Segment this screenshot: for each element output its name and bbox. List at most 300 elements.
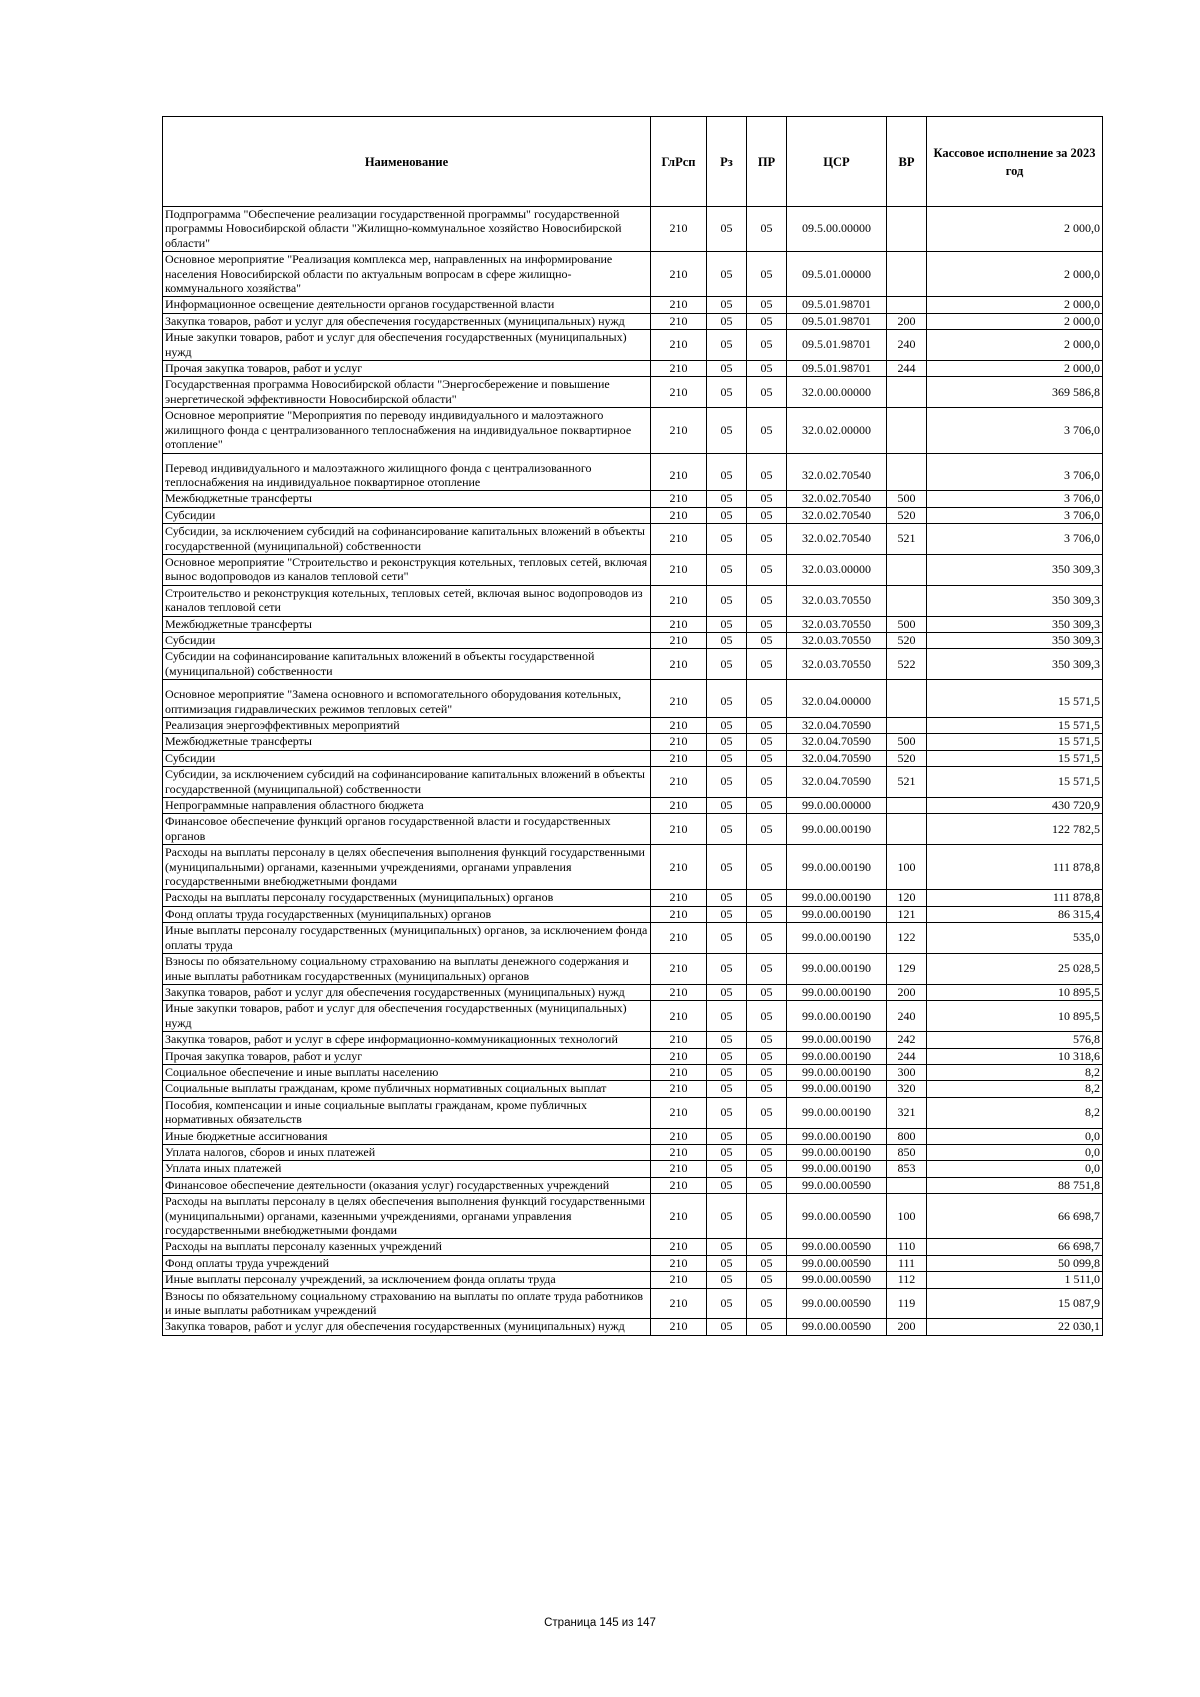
cell-vr: 110 <box>887 1239 927 1255</box>
cell-pr: 05 <box>747 408 787 453</box>
cell-vr <box>887 718 927 734</box>
table-row <box>163 453 1103 491</box>
cell-name: Финансовое обеспечение функций органов государственной власти и государственных органов <box>163 814 651 845</box>
cell-vr: 121 <box>887 906 927 922</box>
cell-glrsp: 210 <box>651 1161 707 1177</box>
cell-pr: 05 <box>747 1161 787 1177</box>
cell-rz: 05 <box>707 252 747 297</box>
cell-pr: 05 <box>747 361 787 377</box>
cell-rz: 05 <box>707 297 747 313</box>
cell-vr: 100 <box>887 845 927 890</box>
cell-amount: 50 099,8 <box>927 1255 1103 1271</box>
cell-glrsp: 210 <box>651 1255 707 1271</box>
cell-vr <box>887 377 927 408</box>
table-row <box>163 524 1103 555</box>
cell-amount: 22 030,1 <box>927 1319 1103 1335</box>
table-row <box>163 507 1103 523</box>
cell-name: Основное мероприятие "Строительство и реконструкция котельных, тепловых сетей, включая вынос водопроводов из каналов тепловой сети" <box>163 554 651 585</box>
cell-vr <box>887 554 927 585</box>
table-row <box>163 207 1103 252</box>
table-row <box>163 616 1103 632</box>
cell-rz: 05 <box>707 798 747 814</box>
cell-rz: 05 <box>707 1048 747 1064</box>
cell-rz: 05 <box>707 1144 747 1160</box>
cell-rz: 05 <box>707 767 747 798</box>
table-row <box>163 750 1103 766</box>
cell-rz: 05 <box>707 734 747 750</box>
cell-rz: 05 <box>707 330 747 361</box>
cell-amount: 66 698,7 <box>927 1194 1103 1239</box>
cell-rz: 05 <box>707 649 747 680</box>
cell-csr: 99.0.00.00190 <box>787 984 887 1000</box>
table-row <box>163 1032 1103 1048</box>
cell-glrsp: 210 <box>651 1239 707 1255</box>
cell-amount: 86 315,4 <box>927 906 1103 922</box>
cell-name: Пособия, компенсации и иные социальные выплаты гражданам, кроме публичных нормативных обязательств <box>163 1097 651 1128</box>
cell-vr <box>887 585 927 616</box>
cell-vr: 244 <box>887 1048 927 1064</box>
cell-csr: 32.0.04.70590 <box>787 734 887 750</box>
cell-glrsp: 210 <box>651 750 707 766</box>
cell-csr: 09.5.01.00000 <box>787 252 887 297</box>
table-row <box>163 718 1103 734</box>
table-row <box>163 632 1103 648</box>
cell-csr: 99.0.00.00190 <box>787 1081 887 1097</box>
cell-amount: 66 698,7 <box>927 1239 1103 1255</box>
cell-pr: 05 <box>747 923 787 954</box>
cell-name: Расходы на выплаты персоналу казенных учреждений <box>163 1239 651 1255</box>
cell-vr <box>887 207 927 252</box>
cell-rz: 05 <box>707 718 747 734</box>
cell-csr: 32.0.02.70540 <box>787 453 887 491</box>
cell-rz: 05 <box>707 906 747 922</box>
cell-csr: 99.0.00.00590 <box>787 1239 887 1255</box>
cell-csr: 32.0.02.70540 <box>787 524 887 555</box>
cell-name: Расходы на выплаты персоналу в целях обеспечения выполнения функций государственными (муниципальными) органами, казенными учреждениями, органами управления государственными внебюджетными фондами <box>163 1194 651 1239</box>
cell-glrsp: 210 <box>651 252 707 297</box>
cell-amount: 10 895,5 <box>927 984 1103 1000</box>
header-vr: ВР <box>887 117 927 207</box>
cell-vr <box>887 297 927 313</box>
cell-pr: 05 <box>747 906 787 922</box>
cell-csr: 99.0.00.00590 <box>787 1272 887 1288</box>
cell-csr: 99.0.00.00190 <box>787 906 887 922</box>
cell-pr: 05 <box>747 453 787 491</box>
cell-name: Прочая закупка товаров, работ и услуг <box>163 361 651 377</box>
cell-glrsp: 210 <box>651 767 707 798</box>
cell-pr: 05 <box>747 1194 787 1239</box>
cell-pr: 05 <box>747 252 787 297</box>
cell-pr: 05 <box>747 554 787 585</box>
cell-pr: 05 <box>747 507 787 523</box>
table-row <box>163 1194 1103 1239</box>
cell-rz: 05 <box>707 1255 747 1271</box>
cell-name: Расходы на выплаты персоналу в целях обеспечения выполнения функций государственными (муниципальными) органами, казенными учреждениями, органами управления государственными внебюджетными фондами <box>163 845 651 890</box>
cell-pr: 05 <box>747 1048 787 1064</box>
cell-vr <box>887 252 927 297</box>
table-row <box>163 361 1103 377</box>
cell-pr: 05 <box>747 798 787 814</box>
table-row <box>163 377 1103 408</box>
cell-vr: 120 <box>887 890 927 906</box>
table-row <box>163 906 1103 922</box>
cell-rz: 05 <box>707 750 747 766</box>
cell-amount: 3 706,0 <box>927 408 1103 453</box>
cell-name: Межбюджетные трансферты <box>163 491 651 507</box>
cell-glrsp: 210 <box>651 1288 707 1319</box>
cell-glrsp: 210 <box>651 585 707 616</box>
cell-rz: 05 <box>707 616 747 632</box>
cell-rz: 05 <box>707 408 747 453</box>
table-row <box>163 1255 1103 1271</box>
cell-csr: 32.0.00.00000 <box>787 377 887 408</box>
cell-vr: 500 <box>887 734 927 750</box>
cell-pr: 05 <box>747 1177 787 1193</box>
table-row <box>163 767 1103 798</box>
header-pr: ПР <box>747 117 787 207</box>
cell-pr: 05 <box>747 616 787 632</box>
cell-csr: 99.0.00.00190 <box>787 1048 887 1064</box>
cell-glrsp: 210 <box>651 1048 707 1064</box>
table-row <box>163 1097 1103 1128</box>
cell-pr: 05 <box>747 680 787 718</box>
cell-amount: 122 782,5 <box>927 814 1103 845</box>
cell-rz: 05 <box>707 207 747 252</box>
cell-vr: 111 <box>887 1255 927 1271</box>
cell-amount: 0,0 <box>927 1128 1103 1144</box>
cell-name: Взносы по обязательному социальному страхованию на выплаты денежного содержания и иные выплаты работникам государственных (муниципальных) органов <box>163 954 651 985</box>
table-row <box>163 798 1103 814</box>
cell-pr: 05 <box>747 1128 787 1144</box>
cell-amount: 0,0 <box>927 1161 1103 1177</box>
cell-amount: 350 309,3 <box>927 585 1103 616</box>
table-row <box>163 845 1103 890</box>
cell-vr: 853 <box>887 1161 927 1177</box>
cell-rz: 05 <box>707 814 747 845</box>
cell-pr: 05 <box>747 1272 787 1288</box>
cell-csr: 99.0.00.00190 <box>787 1097 887 1128</box>
table-row <box>163 984 1103 1000</box>
table-row <box>163 1081 1103 1097</box>
table-row <box>163 1319 1103 1335</box>
cell-name: Иные закупки товаров, работ и услуг для обеспечения государственных (муниципальных) нужд <box>163 330 651 361</box>
cell-csr: 09.5.01.98701 <box>787 330 887 361</box>
header-glrsp: ГлРсп <box>651 117 707 207</box>
cell-rz: 05 <box>707 1177 747 1193</box>
cell-vr <box>887 680 927 718</box>
cell-vr: 521 <box>887 767 927 798</box>
cell-glrsp: 210 <box>651 313 707 329</box>
cell-csr: 99.0.00.00000 <box>787 798 887 814</box>
cell-amount: 350 309,3 <box>927 616 1103 632</box>
cell-glrsp: 210 <box>651 377 707 408</box>
cell-glrsp: 210 <box>651 984 707 1000</box>
cell-pr: 05 <box>747 954 787 985</box>
cell-name: Уплата налогов, сборов и иных платежей <box>163 1144 651 1160</box>
cell-csr: 99.0.00.00590 <box>787 1255 887 1271</box>
cell-vr: 320 <box>887 1081 927 1097</box>
cell-csr: 32.0.04.70590 <box>787 750 887 766</box>
cell-vr: 500 <box>887 491 927 507</box>
cell-name: Прочая закупка товаров, работ и услуг <box>163 1048 651 1064</box>
cell-name: Субсидии <box>163 632 651 648</box>
cell-pr: 05 <box>747 1255 787 1271</box>
cell-amount: 8,2 <box>927 1097 1103 1128</box>
cell-name: Государственная программа Новосибирской области "Энергосбережение и повышение энергетической эффективности Новосибирской области" <box>163 377 651 408</box>
table-row <box>163 1144 1103 1160</box>
cell-vr <box>887 798 927 814</box>
cell-amount: 15 571,5 <box>927 718 1103 734</box>
table-row <box>163 554 1103 585</box>
cell-rz: 05 <box>707 923 747 954</box>
cell-name: Уплата иных платежей <box>163 1161 651 1177</box>
cell-glrsp: 210 <box>651 616 707 632</box>
cell-name: Закупка товаров, работ и услуг для обеспечения государственных (муниципальных) нужд <box>163 984 651 1000</box>
cell-csr: 32.0.03.70550 <box>787 632 887 648</box>
cell-glrsp: 210 <box>651 1064 707 1080</box>
cell-pr: 05 <box>747 1288 787 1319</box>
cell-csr: 32.0.03.70550 <box>787 616 887 632</box>
cell-name: Субсидии на софинансирование капитальных вложений в объекты государственной (муниципальной) собственности <box>163 649 651 680</box>
cell-csr: 32.0.02.70540 <box>787 507 887 523</box>
cell-name: Основное мероприятие "Мероприятия по переводу индивидуального и малоэтажного жилищного фонда с централизованного теплоснабжения на индивидуальное поквартирное отопление" <box>163 408 651 453</box>
cell-glrsp: 210 <box>651 1272 707 1288</box>
table-row <box>163 923 1103 954</box>
cell-rz: 05 <box>707 554 747 585</box>
cell-rz: 05 <box>707 1001 747 1032</box>
cell-amount: 3 706,0 <box>927 453 1103 491</box>
cell-amount: 15 087,9 <box>927 1288 1103 1319</box>
cell-pr: 05 <box>747 377 787 408</box>
cell-rz: 05 <box>707 984 747 1000</box>
cell-name: Субсидии, за исключением субсидий на софинансирование капитальных вложений в объекты государственной (муниципальной) собственности <box>163 767 651 798</box>
cell-glrsp: 210 <box>651 680 707 718</box>
cell-amount: 88 751,8 <box>927 1177 1103 1193</box>
table-row <box>163 1272 1103 1288</box>
cell-glrsp: 210 <box>651 923 707 954</box>
cell-vr: 520 <box>887 507 927 523</box>
cell-name: Реализация энергоэффективных мероприятий <box>163 718 651 734</box>
cell-pr: 05 <box>747 845 787 890</box>
cell-amount: 15 571,5 <box>927 750 1103 766</box>
cell-glrsp: 210 <box>651 890 707 906</box>
cell-name: Финансовое обеспечение деятельности (оказания услуг) государственных учреждений <box>163 1177 651 1193</box>
cell-glrsp: 210 <box>651 524 707 555</box>
cell-pr: 05 <box>747 814 787 845</box>
page-number: Страница 145 из 147 <box>544 1617 656 1629</box>
cell-name: Строительство и реконструкция котельных, тепловых сетей, включая вынос водопроводов из каналов тепловой сети <box>163 585 651 616</box>
cell-pr: 05 <box>747 207 787 252</box>
header-name: Наименование <box>163 117 651 207</box>
cell-vr: 240 <box>887 330 927 361</box>
cell-glrsp: 210 <box>651 1194 707 1239</box>
cell-glrsp: 210 <box>651 408 707 453</box>
table-header-row <box>163 117 1103 207</box>
cell-pr: 05 <box>747 1239 787 1255</box>
cell-csr: 09.5.01.98701 <box>787 313 887 329</box>
cell-pr: 05 <box>747 1081 787 1097</box>
cell-pr: 05 <box>747 649 787 680</box>
cell-vr: 100 <box>887 1194 927 1239</box>
cell-rz: 05 <box>707 680 747 718</box>
cell-rz: 05 <box>707 1097 747 1128</box>
cell-rz: 05 <box>707 1319 747 1335</box>
cell-rz: 05 <box>707 361 747 377</box>
cell-rz: 05 <box>707 1064 747 1080</box>
cell-amount: 350 309,3 <box>927 632 1103 648</box>
cell-rz: 05 <box>707 1128 747 1144</box>
cell-rz: 05 <box>707 491 747 507</box>
cell-csr: 99.0.00.00190 <box>787 814 887 845</box>
cell-glrsp: 210 <box>651 330 707 361</box>
cell-amount: 3 706,0 <box>927 491 1103 507</box>
cell-vr: 522 <box>887 649 927 680</box>
table-row <box>163 408 1103 453</box>
table-row <box>163 1288 1103 1319</box>
cell-pr: 05 <box>747 1001 787 1032</box>
cell-vr: 129 <box>887 954 927 985</box>
cell-name: Закупка товаров, работ и услуг для обеспечения государственных (муниципальных) нужд <box>163 313 651 329</box>
cell-amount: 15 571,5 <box>927 767 1103 798</box>
cell-vr: 520 <box>887 632 927 648</box>
cell-name: Взносы по обязательному социальному страхованию на выплаты по оплате труда работников и иные выплаты работникам учреждений <box>163 1288 651 1319</box>
cell-glrsp: 210 <box>651 207 707 252</box>
cell-rz: 05 <box>707 585 747 616</box>
cell-rz: 05 <box>707 1288 747 1319</box>
cell-pr: 05 <box>747 524 787 555</box>
table-row <box>163 330 1103 361</box>
cell-glrsp: 210 <box>651 845 707 890</box>
cell-amount: 2 000,0 <box>927 330 1103 361</box>
cell-pr: 05 <box>747 1097 787 1128</box>
cell-pr: 05 <box>747 313 787 329</box>
cell-pr: 05 <box>747 632 787 648</box>
cell-vr: 521 <box>887 524 927 555</box>
cell-glrsp: 210 <box>651 814 707 845</box>
table-row <box>163 252 1103 297</box>
cell-rz: 05 <box>707 954 747 985</box>
cell-csr: 99.0.00.00190 <box>787 1128 887 1144</box>
cell-vr <box>887 408 927 453</box>
cell-glrsp: 210 <box>651 632 707 648</box>
cell-name: Субсидии <box>163 507 651 523</box>
cell-csr: 99.0.00.00190 <box>787 1032 887 1048</box>
cell-glrsp: 210 <box>651 1177 707 1193</box>
cell-glrsp: 210 <box>651 507 707 523</box>
cell-vr <box>887 1177 927 1193</box>
cell-name: Иные бюджетные ассигнования <box>163 1128 651 1144</box>
cell-csr: 09.5.01.98701 <box>787 361 887 377</box>
cell-pr: 05 <box>747 890 787 906</box>
cell-rz: 05 <box>707 1161 747 1177</box>
table-row <box>163 297 1103 313</box>
cell-name: Основное мероприятие "Замена основного и вспомогательного оборудования котельных, оптимизация гидравлических режимов тепловых сетей" <box>163 680 651 718</box>
cell-amount: 111 878,8 <box>927 845 1103 890</box>
cell-csr: 99.0.00.00190 <box>787 890 887 906</box>
cell-glrsp: 210 <box>651 361 707 377</box>
cell-name: Подпрограмма "Обеспечение реализации государственной программы" государственной программы Новосибирской области "Жилищно-коммунальное хозяйство Новосибирской области" <box>163 207 651 252</box>
cell-glrsp: 210 <box>651 1144 707 1160</box>
cell-csr: 32.0.02.70540 <box>787 491 887 507</box>
cell-amount: 3 706,0 <box>927 507 1103 523</box>
cell-amount: 2 000,0 <box>927 313 1103 329</box>
cell-vr <box>887 814 927 845</box>
cell-amount: 3 706,0 <box>927 524 1103 555</box>
cell-glrsp: 210 <box>651 1097 707 1128</box>
cell-glrsp: 210 <box>651 1001 707 1032</box>
cell-csr: 32.0.04.00000 <box>787 680 887 718</box>
cell-amount: 10 895,5 <box>927 1001 1103 1032</box>
cell-amount: 350 309,3 <box>927 554 1103 585</box>
cell-amount: 2 000,0 <box>927 252 1103 297</box>
cell-name: Иные выплаты персоналу учреждений, за исключением фонда оплаты труда <box>163 1272 651 1288</box>
table-body <box>163 207 1103 1336</box>
cell-amount: 535,0 <box>927 923 1103 954</box>
table-row <box>163 1048 1103 1064</box>
cell-pr: 05 <box>747 984 787 1000</box>
header-rz: Рз <box>707 117 747 207</box>
cell-vr: 122 <box>887 923 927 954</box>
cell-pr: 05 <box>747 734 787 750</box>
cell-amount: 0,0 <box>927 1144 1103 1160</box>
table-row <box>163 649 1103 680</box>
cell-name: Расходы на выплаты персоналу государственных (муниципальных) органов <box>163 890 651 906</box>
cell-pr: 05 <box>747 767 787 798</box>
cell-csr: 99.0.00.00190 <box>787 1144 887 1160</box>
cell-csr: 32.0.03.70550 <box>787 585 887 616</box>
cell-csr: 99.0.00.00190 <box>787 954 887 985</box>
table-row <box>163 814 1103 845</box>
cell-name: Иные закупки товаров, работ и услуг для обеспечения государственных (муниципальных) нужд <box>163 1001 651 1032</box>
cell-csr: 99.0.00.00190 <box>787 1064 887 1080</box>
cell-amount: 25 028,5 <box>927 954 1103 985</box>
cell-rz: 05 <box>707 1272 747 1288</box>
cell-name: Перевод индивидуального и малоэтажного жилищного фонда с централизованного теплоснабжения на индивидуальное поквартирное отопление <box>163 453 651 491</box>
cell-csr: 09.5.00.00000 <box>787 207 887 252</box>
cell-vr: 500 <box>887 616 927 632</box>
cell-rz: 05 <box>707 453 747 491</box>
cell-glrsp: 210 <box>651 1319 707 1335</box>
cell-csr: 99.0.00.00590 <box>787 1319 887 1335</box>
cell-glrsp: 210 <box>651 954 707 985</box>
budget-table <box>162 116 1103 1336</box>
table-row <box>163 680 1103 718</box>
cell-vr: 321 <box>887 1097 927 1128</box>
cell-amount: 111 878,8 <box>927 890 1103 906</box>
table-row <box>163 734 1103 750</box>
cell-rz: 05 <box>707 377 747 408</box>
cell-amount: 8,2 <box>927 1081 1103 1097</box>
cell-glrsp: 210 <box>651 1128 707 1144</box>
cell-amount: 576,8 <box>927 1032 1103 1048</box>
cell-pr: 05 <box>747 1144 787 1160</box>
cell-amount: 430 720,9 <box>927 798 1103 814</box>
cell-pr: 05 <box>747 585 787 616</box>
header-csr: ЦСР <box>787 117 887 207</box>
cell-rz: 05 <box>707 1239 747 1255</box>
cell-csr: 99.0.00.00190 <box>787 1161 887 1177</box>
cell-amount: 369 586,8 <box>927 377 1103 408</box>
cell-csr: 99.0.00.00190 <box>787 845 887 890</box>
cell-rz: 05 <box>707 845 747 890</box>
cell-name: Субсидии <box>163 750 651 766</box>
cell-amount: 2 000,0 <box>927 207 1103 252</box>
cell-glrsp: 210 <box>651 491 707 507</box>
cell-vr: 200 <box>887 984 927 1000</box>
cell-glrsp: 210 <box>651 297 707 313</box>
cell-csr: 99.0.00.00190 <box>787 923 887 954</box>
cell-glrsp: 210 <box>651 798 707 814</box>
